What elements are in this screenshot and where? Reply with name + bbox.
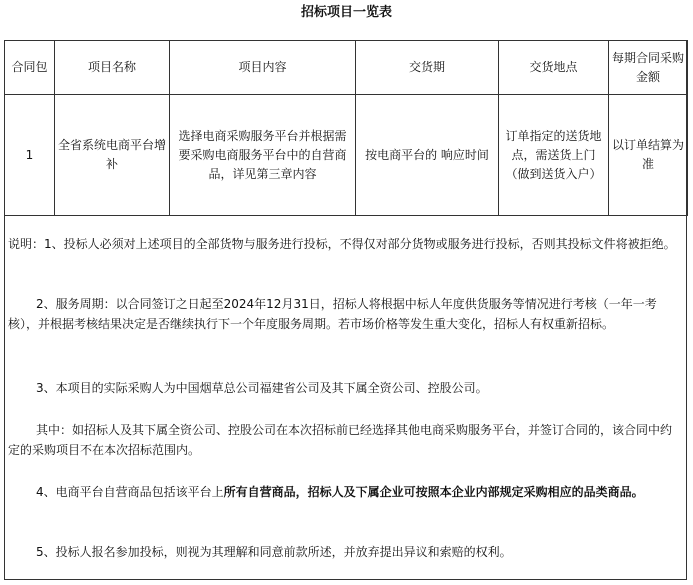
cell-project-name: 全省系统电商平台增补	[55, 95, 170, 216]
note-2: 2、服务周期：以合同签订之日起至2024年12月31日，招标人将根据中标人年度供货服务等情况进行考核（一年一考核），并根据考核结果决定是否继续执行下一个年度服务周期。若市场价格等发生重大变化，招标人有权重新招标。	[8, 297, 657, 331]
cell-contract-amount: 以订单结算为准	[609, 95, 688, 216]
header-delivery-place: 交货地点	[499, 41, 609, 95]
header-project-name: 项目名称	[55, 41, 170, 95]
header-contract-amount: 每期合同采购金额	[609, 41, 688, 95]
header-project-content: 项目内容	[170, 41, 356, 95]
cell-delivery-time: 按电商平台的 响应时间	[356, 95, 499, 216]
note-4-bold-text: 所有自营商品，招标人及下属企业可按照本企业内部规定采购相应的品类商品。	[223, 485, 644, 499]
header-delivery-time: 交货期	[356, 41, 499, 95]
note-5: 5、投标人报名参加投标，则视为其理解和同意前款所述，并放弃提出异议和索赔的权利。	[36, 545, 512, 559]
cell-package: 1	[5, 95, 55, 216]
cell-project-content: 选择电商采购服务平台并根据需要采购电商服务平台中的自营商品，详见第三章内容	[170, 95, 356, 216]
table-row	[5, 95, 688, 216]
cell-delivery-place: 订单指定的送货地点，需送货上门（做到送货入户）	[499, 95, 609, 216]
bid-items-table	[4, 40, 688, 216]
note-3: 3、本项目的实际采购人为中国烟草总公司福建省公司及其下属全资公司、控股公司。	[36, 381, 488, 395]
note-1: 说明：1、投标人必须对上述项目的全部货物与服务进行投标，不得仅对部分货物或服务进行投标，否则其投标文件将被拒绝。	[8, 237, 676, 251]
table-header-row	[5, 41, 688, 95]
note-4-text: 4、电商平台自营商品包括该平台上	[36, 485, 224, 499]
page-title: 招标项目一览表	[300, 5, 392, 20]
note-3-detail: 其中：如招标人及其下属全资公司、控股公司在本次招标前已经选择其他电商采购服务平台，并签订合同的，该合同中约定的采购项目不在本次招标范围内。	[8, 423, 673, 457]
note-4	[8, 482, 680, 502]
header-package: 合同包	[5, 41, 55, 95]
